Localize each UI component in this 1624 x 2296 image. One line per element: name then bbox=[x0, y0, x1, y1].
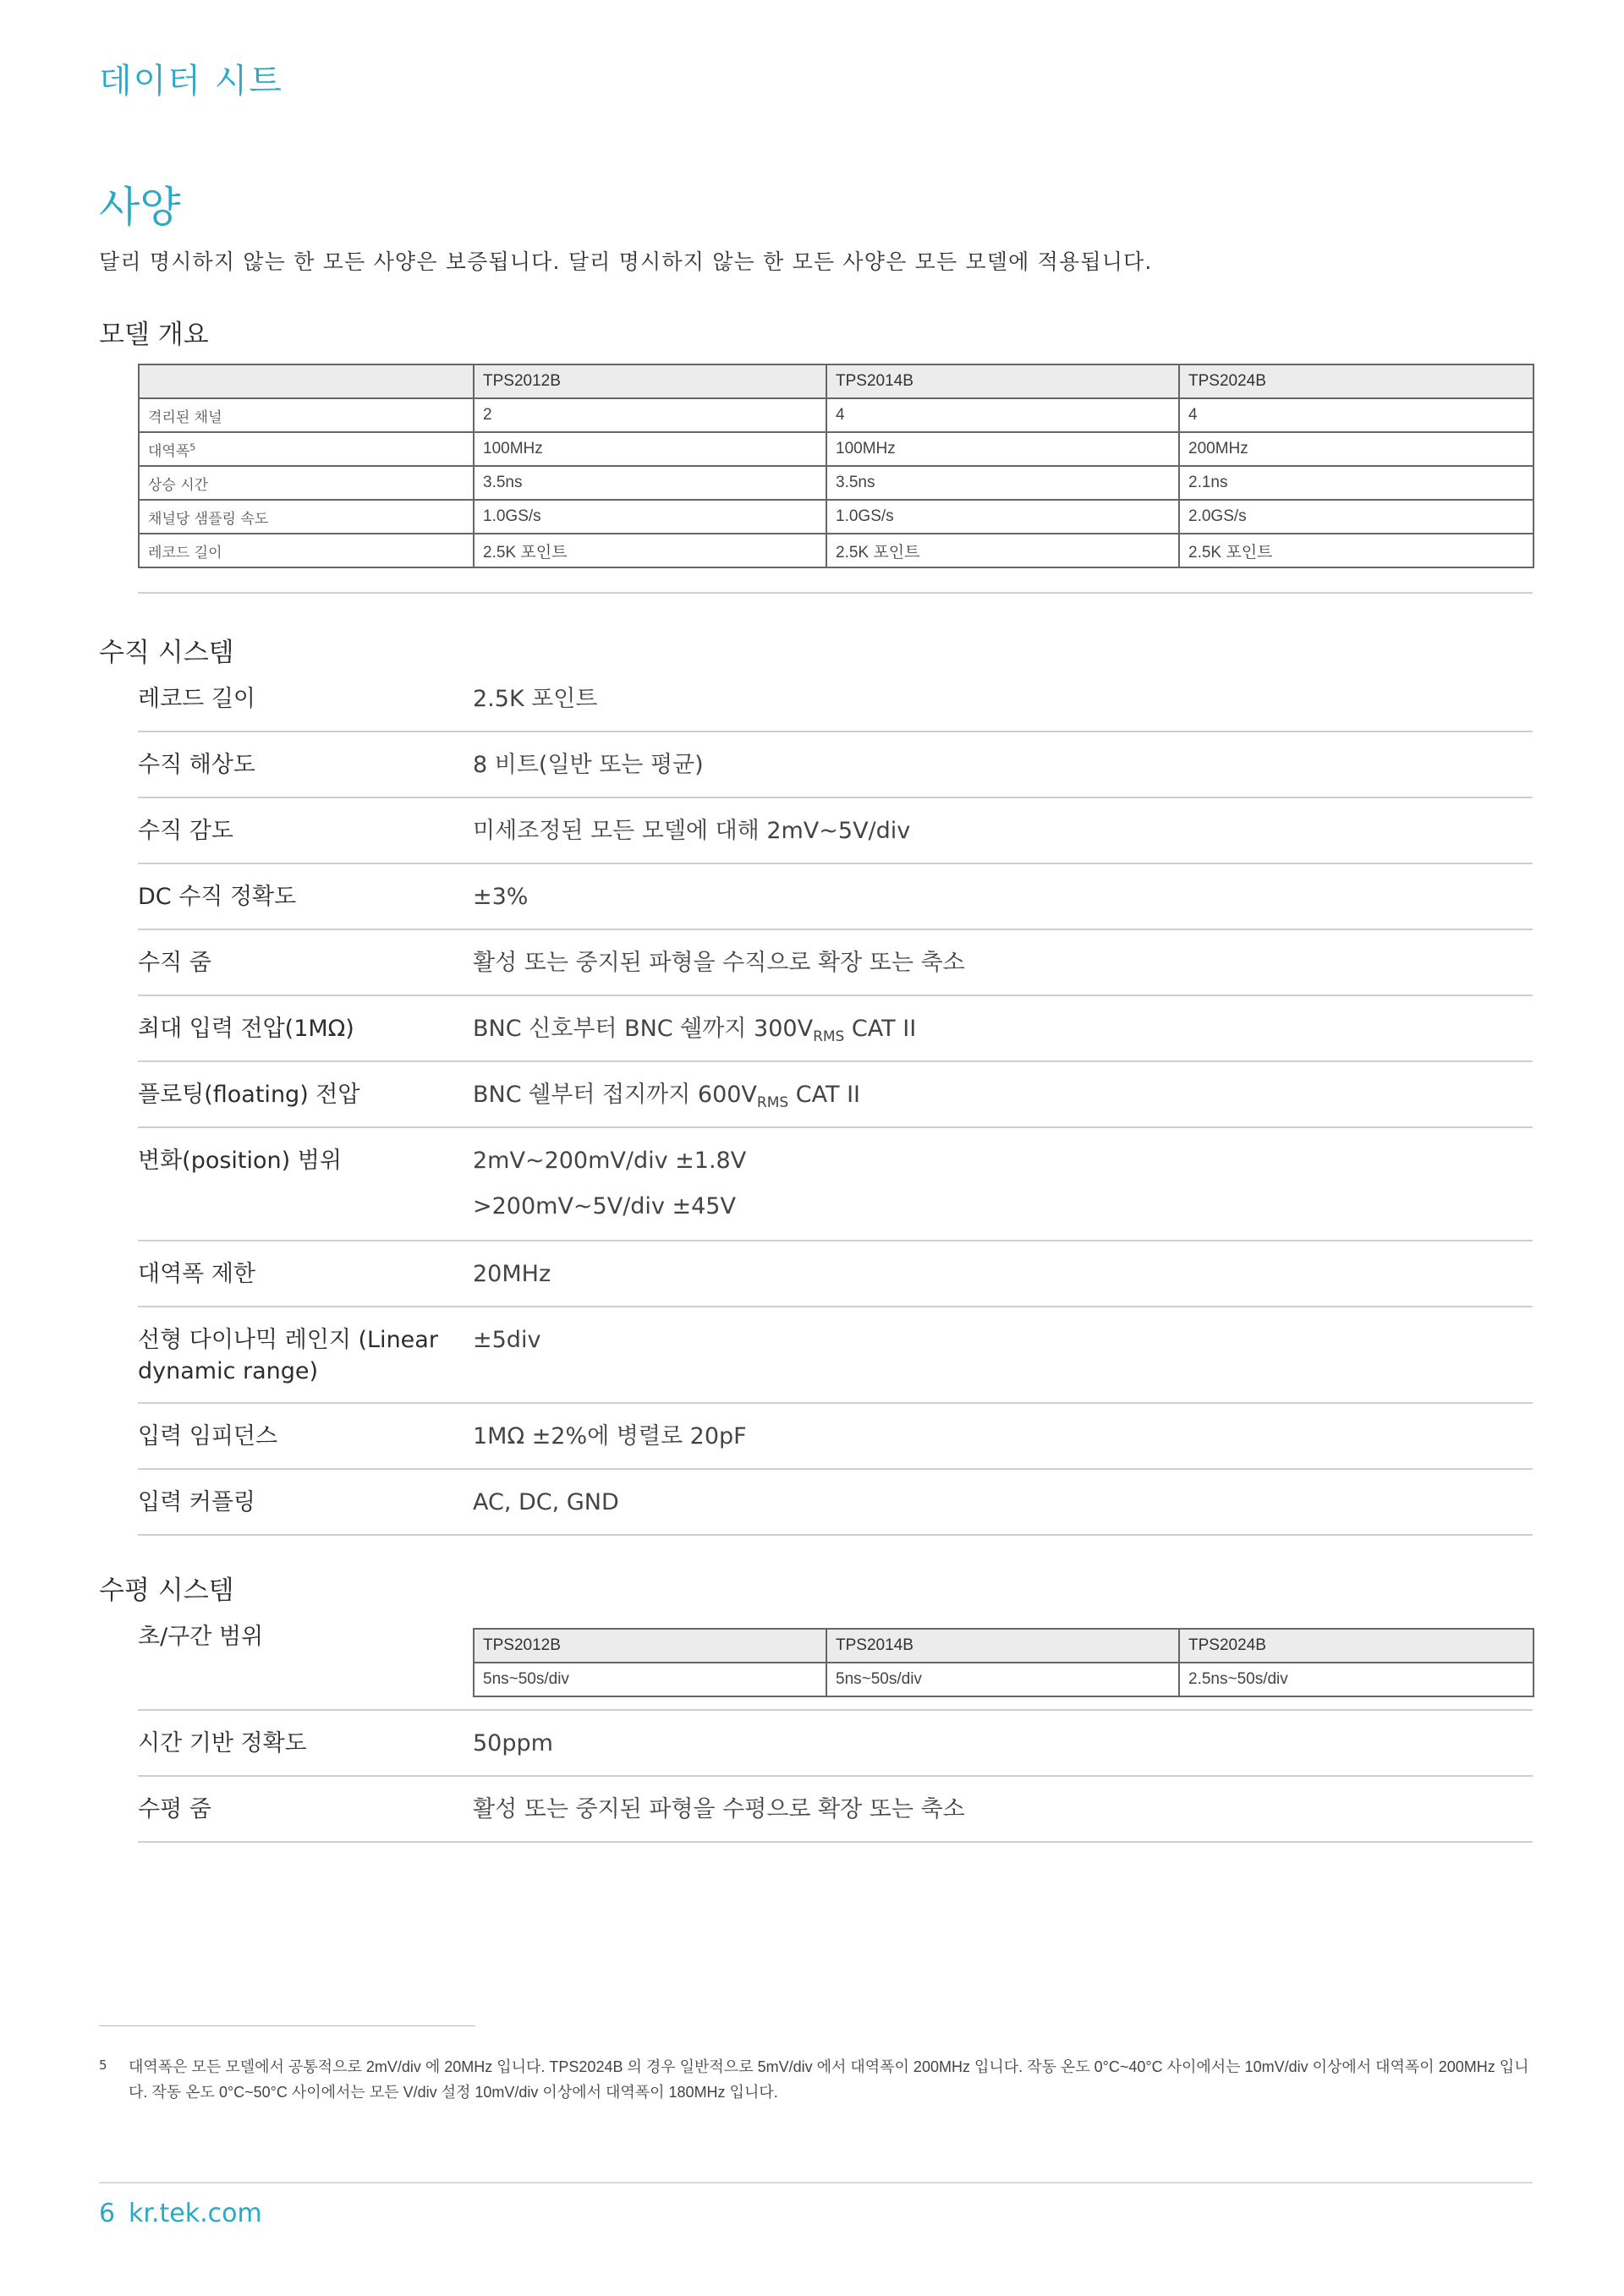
table-row bbox=[474, 1663, 1533, 1696]
row-label-text: 대역폭 bbox=[148, 442, 190, 460]
table-header-cell: TPS2014B bbox=[826, 1629, 1179, 1663]
table-cell: 4 bbox=[1179, 398, 1533, 432]
spec-label: 레코드 길이 bbox=[138, 686, 255, 712]
page-number: 6 bbox=[99, 2199, 116, 2228]
spec-label: 수직 해상도 bbox=[138, 752, 255, 778]
table-header-cell: TPS2012B bbox=[474, 364, 826, 398]
spec-row bbox=[138, 1421, 1533, 1470]
table-cell: 3.5ns bbox=[474, 466, 826, 500]
spec-label: 수직 줌 bbox=[138, 950, 211, 976]
spec-value: 8 비트(일반 또는 평균) bbox=[473, 752, 704, 778]
spec-value: 활성 또는 중지된 파형을 수직으로 확장 또는 축소 bbox=[473, 950, 965, 976]
model-overview-table bbox=[138, 364, 1534, 568]
spec-value: 20MHz bbox=[473, 1261, 551, 1287]
spec-row bbox=[138, 1487, 1533, 1536]
table-cell: 2.5K 포인트 bbox=[474, 534, 826, 567]
row-label: 채널당 샘플링 속도 bbox=[139, 500, 474, 534]
spec-row bbox=[138, 1728, 1533, 1777]
spec-label: 시간 기반 정확도 bbox=[138, 1730, 307, 1756]
spec-value: 활성 또는 중지된 파형을 수평으로 확장 또는 축소 bbox=[473, 1796, 965, 1822]
spec-row bbox=[138, 1324, 1533, 1404]
table-cell: 2.5K 포인트 bbox=[826, 534, 1179, 567]
spec-value: 2mV~200mV/div ±1.8V bbox=[473, 1148, 747, 1174]
spec-value: >200mV~5V/div ±45V bbox=[473, 1193, 736, 1219]
spec-label: 수직 감도 bbox=[138, 818, 233, 844]
spec-row bbox=[138, 881, 1533, 930]
spec-label: 선형 다이나믹 레인지 (Linear dynamic range) bbox=[138, 1327, 438, 1384]
section-heading-model-overview: 모델 개요 bbox=[99, 320, 209, 350]
row-label: 상승 시간 bbox=[139, 466, 474, 500]
spec-value-suffix: CAT II bbox=[788, 1082, 860, 1108]
table-cell: 2.0GS/s bbox=[1179, 500, 1533, 534]
spec-value: 1MΩ ±2%에 병렬로 20pF bbox=[473, 1423, 747, 1449]
website-link[interactable]: kr.tek.com bbox=[129, 2199, 262, 2228]
spec-value: 미세조정된 모든 모델에 대해 2mV~5V/div bbox=[473, 818, 911, 844]
table-header-cell bbox=[139, 364, 474, 398]
table-cell: 3.5ns bbox=[826, 466, 1179, 500]
table-cell: 5ns~50s/div bbox=[826, 1663, 1179, 1696]
table-header-row bbox=[474, 1629, 1533, 1663]
subscript-text: RMS bbox=[813, 1028, 845, 1045]
footer-divider bbox=[99, 2182, 1533, 2184]
spec-row bbox=[138, 815, 1533, 864]
footnote-text: 대역폭은 모든 모델에서 공통적으로 2mV/div 에 20MHz 입니다. TPS2024B 의 경우 일반적으로 5mV/div 에서 대역폭이 200MHz 입니다. 작동 온도 0°C~40°C 사이에서는 10mV/div 이상에서 대역폭이 200MHz 입니다. 작동 온도 0°C~50°C 사이에서는 모든 V/div 설정 10mV/div 이상에서 대역폭이 180MHz 입니다. bbox=[129, 2058, 1529, 2101]
table-header-cell: TPS2024B bbox=[1179, 364, 1533, 398]
spec-label: 초/구간 범위 bbox=[138, 1624, 264, 1650]
subscript-text: RMS bbox=[756, 1094, 789, 1111]
table-cell: 100MHz bbox=[826, 432, 1179, 466]
table-row bbox=[139, 534, 1533, 567]
table-row bbox=[139, 466, 1533, 500]
table-header-cell: TPS2024B bbox=[1179, 1629, 1533, 1663]
spec-value: 50ppm bbox=[473, 1730, 553, 1756]
spec-value bbox=[473, 1079, 860, 1119]
table-cell: 1.0GS/s bbox=[474, 500, 826, 534]
table-cell: 100MHz bbox=[474, 432, 826, 466]
row-label bbox=[139, 432, 474, 466]
footnote-number: 5 bbox=[99, 2058, 107, 2073]
table-header-cell: TPS2014B bbox=[826, 364, 1179, 398]
page-title: 사양 bbox=[99, 183, 181, 232]
spec-value-text: BNC 신호부터 BNC 쉘까지 300V bbox=[473, 1016, 814, 1042]
row-label: 레코드 길이 bbox=[139, 534, 474, 567]
spec-label: DC 수직 정확도 bbox=[138, 884, 297, 910]
table-row bbox=[139, 500, 1533, 534]
table-cell: 2.5ns~50s/div bbox=[1179, 1663, 1533, 1696]
spec-label: 최대 입력 전압(1MΩ) bbox=[138, 1016, 354, 1042]
table-cell: 1.0GS/s bbox=[826, 500, 1179, 534]
footnote-divider bbox=[99, 2025, 475, 2026]
row-label: 격리된 채널 bbox=[139, 398, 474, 432]
timebase-range-table bbox=[473, 1628, 1534, 1697]
spec-row bbox=[138, 1794, 1533, 1843]
spec-label: 입력 커플링 bbox=[138, 1489, 255, 1515]
section-heading-horizontal-system: 수평 시스템 bbox=[99, 1575, 234, 1606]
spec-row bbox=[138, 683, 1533, 732]
table-cell: 2.5K 포인트 bbox=[1179, 534, 1533, 567]
section-divider bbox=[138, 592, 1533, 594]
table-cell: 2.1ns bbox=[1179, 466, 1533, 500]
spec-label: 대역폭 제한 bbox=[138, 1261, 255, 1287]
spec-value-suffix: CAT II bbox=[844, 1016, 917, 1042]
spec-label: 변화(position) 범위 bbox=[138, 1148, 342, 1174]
table-row bbox=[139, 398, 1533, 432]
spec-value: 2.5K 포인트 bbox=[473, 686, 598, 712]
spec-row bbox=[138, 1013, 1533, 1062]
table-header-cell: TPS2012B bbox=[474, 1629, 826, 1663]
spec-label: 수평 줌 bbox=[138, 1796, 211, 1822]
table-cell: 200MHz bbox=[1179, 432, 1533, 466]
table-cell: 4 bbox=[826, 398, 1179, 432]
spec-row bbox=[138, 749, 1533, 798]
spec-value bbox=[473, 1013, 916, 1053]
intro-paragraph: 달리 명시하지 않는 한 모든 사양은 보증됩니다. 달리 명시하지 않는 한 모든 사양은 모든 모델에 적용됩니다. bbox=[99, 249, 1153, 274]
spec-label: 플로팅(floating) 전압 bbox=[138, 1082, 360, 1108]
spec-row bbox=[138, 947, 1533, 996]
spec-row bbox=[138, 1145, 1533, 1241]
table-header-row bbox=[139, 364, 1533, 398]
spec-value: ±5div bbox=[473, 1327, 541, 1353]
spec-label: 입력 임피던스 bbox=[138, 1423, 278, 1449]
spec-value: AC, DC, GND bbox=[473, 1489, 619, 1515]
table-row bbox=[139, 432, 1533, 466]
footnote-reference: 5 bbox=[189, 441, 196, 452]
spec-value: ±3% bbox=[473, 884, 529, 910]
table-cell: 2 bbox=[474, 398, 826, 432]
document-label: 데이터 시트 bbox=[99, 62, 283, 101]
section-heading-vertical-system: 수직 시스템 bbox=[99, 638, 234, 668]
spec-row bbox=[138, 1079, 1533, 1128]
spec-row bbox=[138, 1258, 1533, 1307]
table-cell: 5ns~50s/div bbox=[474, 1663, 826, 1696]
spec-value-text: BNC 쉘부터 접지까지 600V bbox=[473, 1082, 757, 1108]
